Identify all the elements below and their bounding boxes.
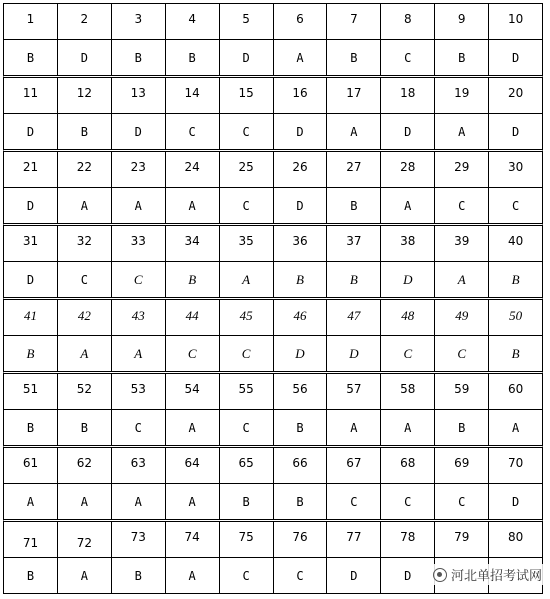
question-number-cell: 29 [434,152,488,187]
question-number-row [4,4,542,39]
question-number-cell: 36 [273,226,327,261]
question-group [3,297,543,371]
answer-row [4,187,542,223]
answer-cell: B [26,345,35,361]
question-number-row [4,152,542,187]
question-number-cell: 41 [23,308,37,323]
question-number-cell: 6 [273,4,327,39]
answer-cell: D [273,188,327,223]
answer-row [4,113,542,149]
answer-cell: B [57,114,111,149]
question-number-cell: 50 [488,300,542,335]
question-number-row [4,448,542,483]
question-number-cell: 28 [380,152,434,187]
answer-cell: C [219,410,273,445]
answer-cell: B [165,262,219,297]
answer-cell: A [488,410,542,445]
question-number-cell: 54 [165,374,219,409]
question-number-cell: 5 [219,4,273,39]
answer-cell: B [488,262,542,297]
answer-cell: A [380,188,434,223]
question-number-cell: 58 [380,374,434,409]
answer-cell: C [380,484,434,519]
question-number-row [4,226,542,261]
question-number-cell: 57 [326,374,380,409]
answer-cell: A [57,558,111,593]
question-number-cell: 69 [434,448,488,483]
answer-cell: D [326,558,380,593]
question-number-cell: 48 [380,300,434,335]
answer-cell: D [488,114,542,149]
answer-cell: B [219,484,273,519]
answer-cell: A [165,558,219,593]
question-number-cell: 32 [57,226,111,261]
question-number-cell: 19 [434,78,488,113]
question-number-cell: 64 [165,448,219,483]
wechat-logo-icon [433,568,447,582]
watermark [431,564,544,585]
answer-cell: A [57,336,111,371]
question-group [3,445,543,519]
answer-cell: B [434,410,488,445]
question-number-cell: 33 [111,226,165,261]
answer-cell: A [165,484,219,519]
answer-row [4,483,542,519]
question-number-cell: 17 [326,78,380,113]
question-number-cell: 77 [326,522,380,557]
question-number-cell: 76 [273,522,327,557]
question-number-cell: 30 [488,152,542,187]
answer-cell: A [111,336,165,371]
answer-cell: A [434,262,488,297]
question-group [3,3,543,75]
answer-cell: D [57,40,111,75]
answer-cell: C [326,484,380,519]
question-number-cell: 68 [380,448,434,483]
answer-cell: C [488,188,542,223]
question-number-cell: 10 [488,4,542,39]
question-number-row [4,522,542,557]
answer-cell: B [434,40,488,75]
answer-cell: C [434,484,488,519]
question-number-cell: 80 [488,522,542,557]
answer-cell: A [111,188,165,223]
question-number-cell: 37 [326,226,380,261]
answer-cell: A [57,188,111,223]
question-number-cell: 11 [22,86,39,100]
question-number-cell: 55 [219,374,273,409]
question-number-cell: 20 [488,78,542,113]
question-number-cell: 59 [434,374,488,409]
answer-cell: B [26,568,35,583]
question-number-cell: 14 [165,78,219,113]
question-number-cell: 38 [380,226,434,261]
question-number-cell: 26 [273,152,327,187]
answer-cell: C [111,410,165,445]
question-number-cell: 78 [380,522,434,557]
question-number-cell: 15 [219,78,273,113]
question-number-cell: 67 [326,448,380,483]
question-number-cell: 23 [111,152,165,187]
question-number-cell: 52 [57,374,111,409]
question-number-cell: 9 [434,4,488,39]
question-number-cell: 2 [57,4,111,39]
question-number-cell: 53 [111,374,165,409]
answer-cell: D [111,114,165,149]
question-number-cell: 47 [326,300,380,335]
question-number-cell: 27 [326,152,380,187]
question-number-cell: 13 [111,78,165,113]
answer-row [4,335,542,371]
answer-cell: B [326,188,380,223]
question-number-cell: 65 [219,448,273,483]
answer-cell: A [111,484,165,519]
answer-cell: B [273,410,327,445]
question-number-cell: 61 [22,456,39,470]
question-number-cell: 12 [57,78,111,113]
answer-cell: C [57,262,111,297]
answer-cell: C [380,40,434,75]
question-number-cell: 75 [219,522,273,557]
answer-cell: D [488,484,542,519]
answer-cell: A [434,114,488,149]
answer-cell: B [111,40,165,75]
question-number-cell: 46 [273,300,327,335]
question-number-cell: 24 [165,152,219,187]
answer-cell: C [165,336,219,371]
answer-cell: B [111,558,165,593]
answer-cell: A [273,40,327,75]
answer-cell: D [26,198,35,213]
question-number-row [4,78,542,113]
question-number-cell: 16 [273,78,327,113]
question-number-cell: 18 [380,78,434,113]
answer-cell: A [165,410,219,445]
answer-cell: A [326,410,380,445]
answer-cell: D [26,124,35,139]
answer-cell: C [434,336,488,371]
answer-cell: C [165,114,219,149]
answer-cell: D [219,40,273,75]
question-number-cell: 62 [57,448,111,483]
answer-cell: D [326,336,380,371]
question-number-cell: 1 [26,12,35,26]
answer-cell: B [326,40,380,75]
answer-cell: C [273,558,327,593]
question-number-row [4,300,542,335]
answer-cell: B [26,420,35,435]
question-number-cell: 8 [380,4,434,39]
question-number-cell: 79 [434,522,488,557]
answer-cell: D [380,558,434,593]
question-number-cell: 44 [165,300,219,335]
question-number-cell: 66 [273,448,327,483]
answer-cell: D [273,336,327,371]
answer-cell: D [380,114,434,149]
question-number-cell: 72 [57,522,111,557]
answer-cell: B [165,40,219,75]
question-number-cell: 21 [22,160,39,174]
answer-cell: A [26,494,35,509]
answer-cell: A [165,188,219,223]
question-number-cell: 43 [111,300,165,335]
answer-cell: B [26,50,35,65]
question-number-cell: 34 [165,226,219,261]
answer-cell: C [219,188,273,223]
question-number-cell: 49 [434,300,488,335]
question-group [3,223,543,297]
question-number-cell: 39 [434,226,488,261]
question-number-cell: 73 [111,522,165,557]
answer-row [4,39,542,75]
question-number-cell: 22 [57,152,111,187]
question-number-cell: 7 [326,4,380,39]
watermark-text: 河北单招考试网 [450,569,542,584]
question-group [3,371,543,445]
question-group [3,149,543,223]
question-number-cell: 51 [22,382,39,396]
question-number-row [4,374,542,409]
question-number-cell: 70 [488,448,542,483]
question-number-cell: 31 [22,234,39,248]
question-number-cell: 74 [165,522,219,557]
answer-cell: A [326,114,380,149]
answer-cell: C [111,262,165,297]
answer-cell: B [273,262,327,297]
question-number-cell: 40 [488,226,542,261]
answer-cell: C [380,336,434,371]
answer-cell: C [219,336,273,371]
answer-cell: C [219,558,273,593]
answer-cell: D [488,40,542,75]
answer-cell: C [219,114,273,149]
question-number-cell: 3 [111,4,165,39]
question-group [3,75,543,149]
answer-cell: B [326,262,380,297]
question-number-cell: 45 [219,300,273,335]
question-number-cell: 60 [488,374,542,409]
answer-cell: B [488,336,542,371]
answer-row [4,261,542,297]
answer-cell: C [434,188,488,223]
question-number-cell: 4 [165,4,219,39]
question-number-cell: 56 [273,374,327,409]
question-number-cell: 35 [219,226,273,261]
question-number-cell: 25 [219,152,273,187]
answer-cell: D [273,114,327,149]
answer-cell: A [219,262,273,297]
answer-cell: A [57,484,111,519]
answer-key-table [3,3,543,594]
answer-row [4,409,542,445]
question-number-cell: 63 [111,448,165,483]
answer-cell: B [57,410,111,445]
question-number-cell: 71 [22,536,39,550]
answer-cell: D [26,272,35,287]
answer-cell: D [380,262,434,297]
answer-cell: B [273,484,327,519]
answer-cell: A [380,410,434,445]
question-number-cell: 42 [57,300,111,335]
